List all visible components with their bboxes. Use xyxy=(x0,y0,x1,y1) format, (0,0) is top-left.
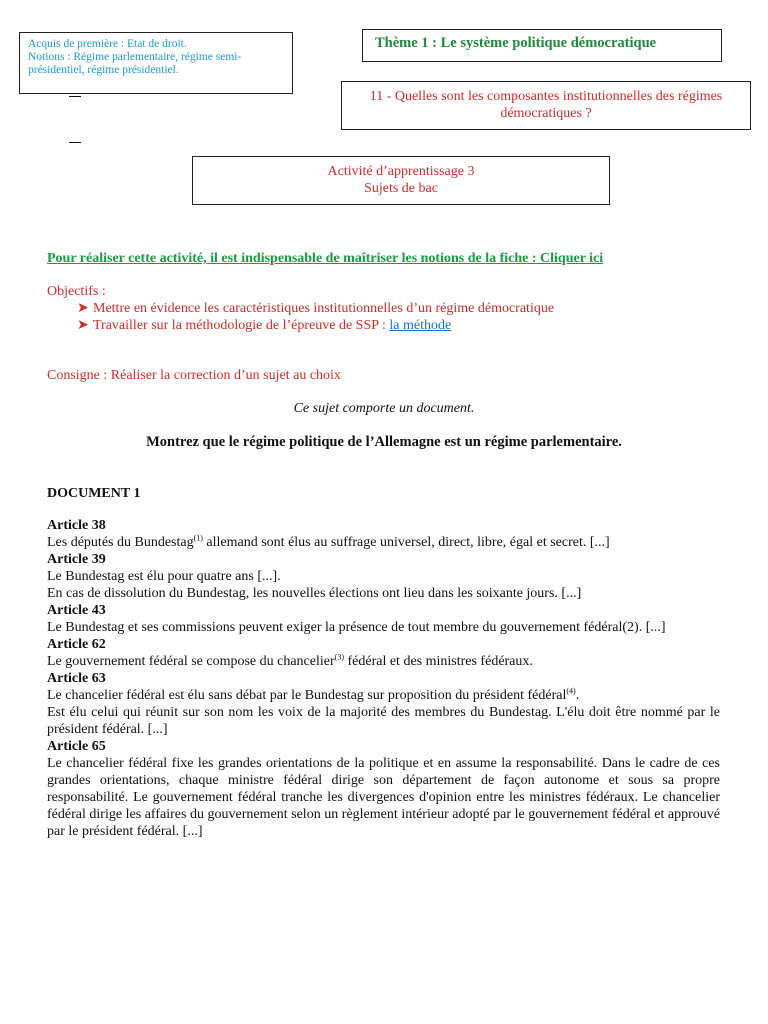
article-text: Le Bundestag est élu pour quatre ans [...]. xyxy=(47,569,281,584)
arrow-bullet-icon: ➤ xyxy=(77,301,89,316)
prerequisites-line-2: Notions : Régime parlementaire, régime semi-présidentiel, régime présidentiel. xyxy=(28,51,242,76)
footnote-ref: (4) xyxy=(566,686,576,696)
theme-title: Thème 1 : Le système politique démocratique xyxy=(375,35,657,51)
article-heading: Article 62 xyxy=(47,637,106,652)
article-text: Le Bundestag et ses commissions peuvent exiger la présence de tout membre du gouvernement fédéral(2). [...] xyxy=(47,620,666,635)
document-title: DOCUMENT 1 xyxy=(47,486,141,501)
article-text: En cas de dissolution du Bundestag, les nouvelles élections ont lieu dans les soixante jours. [...] xyxy=(47,586,582,601)
article-text: Les députés du Bundestag$^{(1)}$ allemand sont élus au suffrage universel, direct, libre, égal et secret. [...] xyxy=(47,533,610,550)
dash-divider xyxy=(69,96,81,97)
objectives-title: Objectifs : xyxy=(47,284,106,299)
objective-text: Mettre en évidence les caractéristiques institutionnelles d’un régime démocratique xyxy=(93,301,555,316)
article-heading: Article 38 xyxy=(47,518,106,533)
objective-text: Travailler sur la méthodologie de l’épreuve de SSP : xyxy=(93,318,390,333)
objective-item xyxy=(77,300,554,317)
article-heading: Article 43 xyxy=(47,603,106,618)
question-box xyxy=(341,81,751,130)
article-text: Le chancelier fédéral est élu sans débat par le Bundestag sur proposition du président fédéral$^{(4)}$. xyxy=(47,686,580,703)
subject-title: Montrez que le régime politique de l’Allemagne est un régime parlementaire. xyxy=(146,434,622,450)
article-text: Est élu celui qui réunit sur son nom les voix de la majorité des membres du Bundestag. L'élu doit être nommé par le président fédéral. [...] xyxy=(47,705,720,737)
subject-note: Ce sujet comporte un document. xyxy=(293,401,475,416)
method-link[interactable]: la méthode xyxy=(389,318,452,333)
question-text: 11 - Quelles sont les composantes institutionnelles des régimes démocratiques ? xyxy=(369,89,723,121)
theme-box xyxy=(362,29,722,62)
article-text: Le chancelier fédéral fixe les grandes orientations de la politique et en assume la responsabilité. Dans le cadre de ces grandes orientations, chaque ministre fédéral dirige son département de façon autonome et sous sa propre responsabilité. Le gouvernement fédéral tranche les divergences d'opinion entre les ministres fédéraux. Le chancelier fédéral dirige les affaires du gouvernement selon un règlement intérieur adopté par le gouvernement fédéral et approuvé par le président fédéral. [...] xyxy=(47,756,720,839)
dash-divider xyxy=(69,142,81,143)
footnote-ref: (1) xyxy=(193,533,203,543)
footnote-ref: (3) xyxy=(334,652,344,662)
activity-title: Activité d’apprentissage 3 xyxy=(327,164,475,179)
objective-item xyxy=(77,317,451,334)
arrow-bullet-icon: ➤ xyxy=(77,318,89,333)
article-heading: Article 65 xyxy=(47,739,106,754)
article-heading: Article 39 xyxy=(47,552,106,567)
article-text: Le gouvernement fédéral se compose du chancelier$^{(3)}$ fédéral et des ministres fédéraux. xyxy=(47,652,533,669)
prerequisites-line-1: Acquis de première : Etat de droit. xyxy=(28,38,187,50)
activity-box xyxy=(192,156,610,205)
article-heading: Article 63 xyxy=(47,671,106,686)
instruction-text: Consigne : Réaliser la correction d’un sujet au choix xyxy=(47,368,341,383)
activity-subtitle: Sujets de bac xyxy=(364,181,438,196)
notions-link[interactable]: Pour réaliser cette activité, il est indispensable de maîtriser les notions de la fiche : Cliquer ici xyxy=(47,251,604,266)
prerequisites-box xyxy=(19,32,293,94)
document-articles xyxy=(47,517,720,840)
